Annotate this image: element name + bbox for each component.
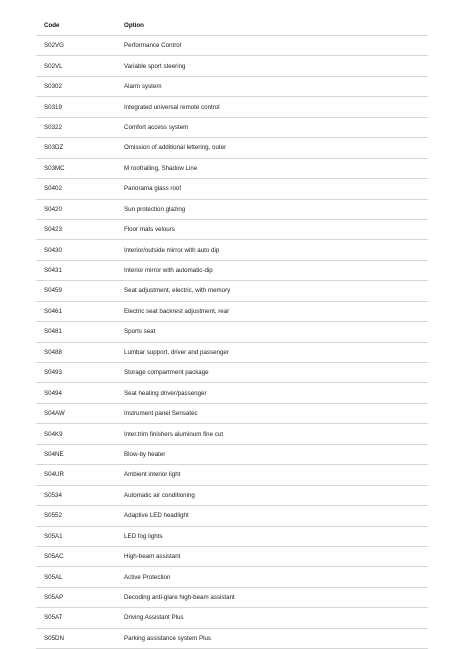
table-row (36, 322, 428, 342)
option-code-cell: S0493 (36, 363, 116, 383)
header-row (36, 15, 428, 36)
option-code-cell: S0402 (36, 179, 116, 199)
table-row (36, 199, 428, 219)
option-code-cell: S02VG (36, 36, 116, 56)
option-code-cell: S0322 (36, 117, 116, 137)
option-description-cell: High-beam assistant (116, 546, 428, 566)
option-code-cell: S0431 (36, 260, 116, 280)
option-code-cell: S04AW (36, 403, 116, 423)
table-header (36, 15, 428, 36)
table-row (36, 97, 428, 117)
option-description-cell: Variable sport steering (116, 56, 428, 76)
option-description-cell: Automatic air conditioning (116, 485, 428, 505)
table-row (36, 138, 428, 158)
table-body (36, 36, 428, 649)
option-description-cell: Blow-by heater (116, 444, 428, 464)
option-code-cell: S0534 (36, 485, 116, 505)
option-code-cell: S0302 (36, 76, 116, 96)
option-code-cell: S0494 (36, 383, 116, 403)
table-row (36, 76, 428, 96)
option-description-cell: Parking assistance system Plus (116, 628, 428, 648)
table-row (36, 179, 428, 199)
option-code-cell: S05AT (36, 608, 116, 628)
option-description-cell: Alarm system (116, 76, 428, 96)
option-description-cell: Storage compartment package (116, 363, 428, 383)
option-code-cell: S05A1 (36, 526, 116, 546)
table-row (36, 506, 428, 526)
option-code-cell: S0420 (36, 199, 116, 219)
table-row (36, 117, 428, 137)
table-row (36, 158, 428, 178)
table-row (36, 56, 428, 76)
table-row (36, 485, 428, 505)
option-code-cell: S03MC (36, 158, 116, 178)
option-description-cell: Seat adjustment, electric, with memory (116, 281, 428, 301)
table-row (36, 465, 428, 485)
option-column-header: Option (116, 15, 428, 36)
option-code-cell: S0552 (36, 506, 116, 526)
option-code-cell: S05AC (36, 546, 116, 566)
option-code-cell: S04NE (36, 444, 116, 464)
option-code-cell: S04K9 (36, 424, 116, 444)
table-row (36, 281, 428, 301)
option-description-cell: Driving Assistant Plus (116, 608, 428, 628)
table-row (36, 240, 428, 260)
option-description-cell: Performance Control (116, 36, 428, 56)
table-row (36, 363, 428, 383)
option-description-cell: LED fog lights (116, 526, 428, 546)
table-row (36, 301, 428, 321)
option-description-cell: Sun protection glazing (116, 199, 428, 219)
table-row (36, 424, 428, 444)
option-code-cell: S0461 (36, 301, 116, 321)
table-row (36, 260, 428, 280)
table-row (36, 383, 428, 403)
table-row (36, 587, 428, 607)
option-description-cell: Floor mats velours (116, 219, 428, 239)
table-row (36, 219, 428, 239)
option-description-cell: Comfort access system (116, 117, 428, 137)
table-row (36, 608, 428, 628)
option-description-cell: Electric seat backrest adjustment, rear (116, 301, 428, 321)
option-description-cell: Active Protection (116, 567, 428, 587)
option-description-cell: Inter.trim finishers aluminum fine cut (116, 424, 428, 444)
code-column-header: Code (36, 15, 116, 36)
option-code-cell: S05DN (36, 628, 116, 648)
option-description-cell: Panorama glass roof (116, 179, 428, 199)
option-code-cell: S0423 (36, 219, 116, 239)
option-code-cell: S04UR (36, 465, 116, 485)
option-description-cell: M roofrailing, Shadow Line (116, 158, 428, 178)
option-description-cell: Integrated universal remote control (116, 97, 428, 117)
option-description-cell: Interior mirror with automatic-dip (116, 260, 428, 280)
option-description-cell: Ambient interior light (116, 465, 428, 485)
option-description-cell: Interior/outside mirror with auto dip (116, 240, 428, 260)
option-description-cell: Seat heating driver/passenger (116, 383, 428, 403)
option-code-cell: S0430 (36, 240, 116, 260)
table-row (36, 546, 428, 566)
option-description-cell: Adaptive LED headlight (116, 506, 428, 526)
table-row (36, 36, 428, 56)
table-row (36, 567, 428, 587)
option-code-cell: S0459 (36, 281, 116, 301)
option-description-cell: Omission of additional lettering, outer (116, 138, 428, 158)
option-code-cell: S02VL (36, 56, 116, 76)
option-code-cell: S05AP (36, 587, 116, 607)
option-description-cell: Decoding anti-glare high-beam assistant (116, 587, 428, 607)
option-code-cell: S0319 (36, 97, 116, 117)
table-row (36, 403, 428, 423)
option-code-cell: S0481 (36, 322, 116, 342)
table-row (36, 628, 428, 648)
option-description-cell: Sports seat (116, 322, 428, 342)
option-description-cell: Lumbar support, driver and passenger (116, 342, 428, 362)
option-description-cell: Instrument panel Sensatec (116, 403, 428, 423)
table-row (36, 444, 428, 464)
table-row (36, 526, 428, 546)
options-table (36, 15, 428, 649)
option-code-cell: S03DZ (36, 138, 116, 158)
option-code-cell: S05AL (36, 567, 116, 587)
table-row (36, 342, 428, 362)
option-code-cell: S0488 (36, 342, 116, 362)
